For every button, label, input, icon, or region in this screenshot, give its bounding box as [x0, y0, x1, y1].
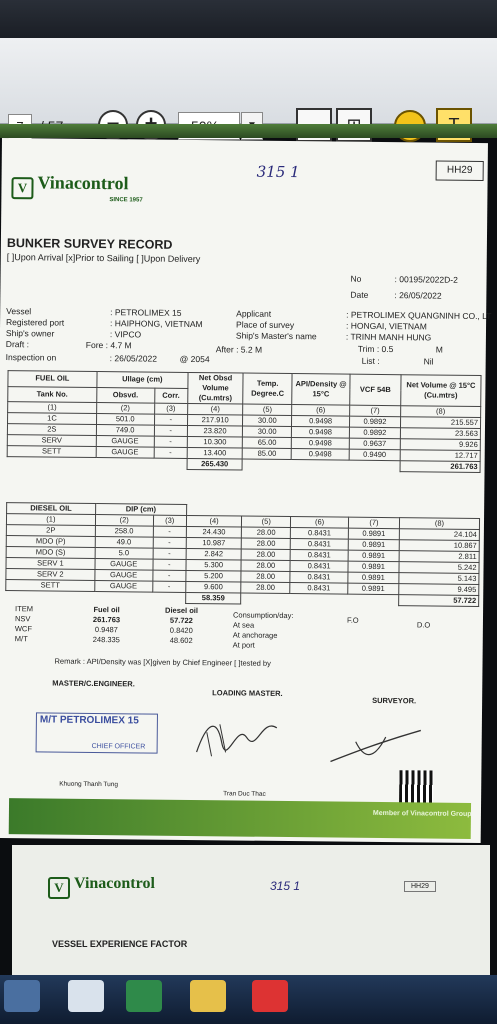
- name-left: Khuong Thanh Tung: [59, 780, 119, 789]
- table-cell: -: [152, 581, 185, 592]
- table-cell: 28.00: [242, 527, 291, 539]
- table-cell: MDO (S): [6, 547, 95, 559]
- table-cell: 10.867: [399, 540, 479, 552]
- table-cell: -: [153, 559, 186, 570]
- table-cell: 0.8431: [290, 583, 348, 595]
- table-cell: -: [154, 414, 187, 425]
- table-cell: 65.00: [243, 437, 292, 449]
- stamp-sub: CHIEF OFFICER: [91, 742, 146, 751]
- table-cell: -: [153, 548, 186, 559]
- table-cell: 24.430: [186, 526, 242, 538]
- surveyor-signature: [325, 721, 426, 772]
- document-title: BUNKER SURVEY RECORD: [6, 236, 173, 252]
- table-cell: 2.811: [399, 551, 479, 563]
- col-num: (2): [96, 403, 154, 415]
- fuel-subheader-tank: Tank No.: [8, 386, 97, 402]
- table-cell: SERV 1: [6, 558, 95, 570]
- table-cell: 0.9892: [349, 416, 400, 428]
- col-num: (6): [291, 517, 349, 529]
- table-cell: -: [154, 425, 187, 436]
- table-cell: 85.00: [243, 448, 292, 460]
- table-cell: 5.200: [186, 570, 242, 582]
- document-subtitle: [ ]Upon Arrival [x]Prior to Sailing [ ]Upon Delivery: [6, 252, 201, 265]
- table-cell: 23.820: [187, 425, 243, 437]
- trim-value: Trim : 0.5: [357, 343, 394, 355]
- document-page: [0, 138, 492, 843]
- remark-text: Remark : API/Density was [X]given by Chief Engineer [ ]tested by: [54, 656, 271, 668]
- table-cell: 24.104: [399, 529, 479, 541]
- summary-fuel: [93, 605, 121, 645]
- fuel-header-netobsd: Net Obsd Volume (Cu.mtrs): [188, 372, 244, 404]
- col-num: (4): [187, 403, 243, 415]
- table-cell: 0.9891: [348, 561, 399, 573]
- at-port-label: At port: [232, 640, 255, 650]
- table-cell: 0.9891: [348, 583, 399, 595]
- name-mid: Tran Duc Thac: [223, 790, 266, 798]
- table-cell: 215.557: [400, 417, 480, 429]
- list-label: List :: [361, 355, 380, 366]
- next-page-code: HH29: [404, 881, 436, 892]
- fuel-header-vcf: VCF 54B: [350, 374, 401, 406]
- place-of-survey-value: : HONGAI, VIETNAM: [346, 320, 427, 332]
- col-num: (3): [153, 515, 186, 526]
- nsv-label: NSV: [14, 614, 31, 624]
- col-num: (5): [242, 516, 291, 528]
- fuel-header: Fuel oil: [93, 604, 120, 615]
- applicant-value: : PETROLIMEX QUANGNINH CO., LT: [346, 309, 492, 322]
- vinacontrol-logo: [11, 172, 128, 200]
- form-code: HH29: [436, 161, 484, 182]
- summary-item-labels: [15, 604, 33, 644]
- table-cell: 49.0: [95, 536, 153, 548]
- do-label: D.O: [416, 620, 431, 630]
- table-cell: 28.00: [242, 538, 291, 550]
- fuel-header-ullage: Ullage (cm): [97, 372, 188, 388]
- at-anchorage-label: At anchorage: [232, 630, 278, 640]
- next-page-handwritten: 315 1: [270, 879, 301, 893]
- fuel-oil-table: [7, 370, 482, 473]
- col-num: (6): [292, 405, 350, 417]
- table-cell: GAUGE: [95, 569, 153, 581]
- fo-label: F.O: [346, 615, 359, 625]
- table-cell: -: [153, 537, 186, 548]
- qr-code-icon: [399, 770, 433, 804]
- table-cell: 9.495: [399, 584, 479, 596]
- diesel-mt: 48.602: [169, 635, 193, 646]
- vessel-label: Vessel: [6, 306, 32, 317]
- diesel-nsv: 57.722: [169, 615, 193, 626]
- fuel-subheader-obsvd: Obsvd.: [97, 387, 155, 403]
- diesel-header-dip: DIP (cm): [95, 503, 186, 515]
- table-cell: -: [153, 526, 186, 537]
- table-cell: 0.9891: [348, 528, 399, 540]
- table-cell: 5.242: [399, 562, 479, 574]
- ships-owner-value: : VIPCO: [109, 329, 142, 340]
- col-num: (7): [350, 405, 401, 417]
- diesel-wcf: 0.8420: [169, 625, 193, 636]
- no-value: : 00195/2022D-2: [394, 274, 458, 285]
- window-titlebar: [0, 0, 497, 38]
- ships-owner-label: Ship's owner: [5, 328, 55, 339]
- table-cell: 13.400: [187, 447, 243, 459]
- table-cell: 0.9498: [292, 427, 350, 439]
- col-num: (8): [401, 406, 481, 418]
- logo-text: Vinacontrol: [37, 172, 129, 194]
- table-cell: MDO (P): [6, 536, 95, 548]
- fuel-wcf: 0.9487: [94, 625, 118, 635]
- table-cell: 0.9498: [291, 438, 349, 450]
- loading-master-label: LOADING MASTER.: [212, 688, 283, 698]
- fuel-header-temp: Temp. Degree.C: [243, 373, 292, 405]
- col-num: (8): [399, 518, 479, 530]
- registered-port-label: Registered port: [6, 317, 65, 328]
- taskbar-app-icon[interactable]: [4, 980, 40, 1012]
- footer-band: [9, 798, 471, 839]
- table-cell: 0.9498: [292, 416, 350, 428]
- date-label: Date: [350, 289, 369, 300]
- inspection-time-value: @ 2054: [179, 353, 210, 365]
- table-cell: 10.300: [187, 436, 243, 448]
- surveyor-label: SURVEYOR.: [372, 695, 417, 706]
- table-cell: 0.8431: [291, 528, 349, 540]
- table-cell: 30.00: [243, 415, 292, 427]
- table-cell: 28.00: [241, 582, 290, 594]
- fuel-total-net: 261.763: [400, 461, 480, 473]
- table-cell: -: [154, 447, 187, 458]
- place-of-survey-label: Place of survey: [236, 319, 295, 331]
- table-cell: 0.9891: [348, 550, 399, 562]
- handwritten-note: 315 1: [256, 162, 300, 182]
- vessel-value: : PETROLIMEX 15: [110, 307, 182, 318]
- table-cell: 0.9498: [291, 449, 349, 461]
- table-cell: 9.600: [186, 581, 242, 593]
- mt-label: M/T: [14, 634, 28, 644]
- diesel-oil-table: [5, 502, 480, 607]
- master-name-label: Ship's Master's name: [235, 330, 317, 342]
- inspection-label: Inspection on: [5, 352, 57, 363]
- item-label: ITEM: [15, 604, 34, 614]
- list-value: Nil: [423, 356, 434, 367]
- table-cell: 10.987: [186, 537, 242, 549]
- table-cell: 2.842: [186, 548, 242, 560]
- table-cell: 0.9891: [348, 572, 399, 584]
- consumption-label: Consumption/day:: [232, 610, 294, 621]
- col-num: (7): [348, 517, 399, 529]
- fuel-total-obsd: 265.430: [187, 458, 243, 470]
- table-cell: -: [154, 436, 187, 447]
- table-cell: 5.0: [95, 547, 153, 559]
- wcf-label: WCF: [14, 624, 32, 634]
- col-num: (4): [186, 515, 242, 527]
- next-page: [12, 845, 490, 975]
- table-cell: 0.8431: [290, 572, 348, 584]
- table-cell: 0.8431: [290, 539, 348, 551]
- draft-fore-value: Fore : 4.7 M: [85, 339, 132, 351]
- diesel-total-obsd: 58.359: [185, 592, 241, 604]
- table-cell: 0.8431: [290, 550, 348, 562]
- next-page-logo: [48, 875, 155, 899]
- table-cell: 0.9892: [349, 427, 400, 439]
- table-cell: 0.9891: [348, 539, 399, 551]
- table-cell: GAUGE: [95, 580, 153, 592]
- table-cell: 5.143: [399, 573, 479, 585]
- col-num: (1): [8, 402, 97, 414]
- fuel-nsv: 261.763: [92, 614, 121, 625]
- table-cell: 9.926: [400, 439, 480, 451]
- vinacontrol-emblem-icon: V: [11, 177, 33, 199]
- diesel-header-type: DIESEL OIL: [7, 503, 96, 515]
- fuel-header-netvol: Net Volume @ 15°C (Cu.mtrs): [401, 375, 481, 407]
- no-label: No: [350, 273, 362, 284]
- diesel-total-net: 57.722: [399, 595, 479, 607]
- table-cell: GAUGE: [96, 447, 154, 459]
- table-cell: SETT: [7, 446, 96, 458]
- toolbar-divider: [0, 124, 497, 138]
- table-cell: SERV 2: [6, 569, 95, 581]
- table-cell: 12.717: [400, 450, 480, 462]
- date-value: : 26/05/2022: [394, 290, 442, 301]
- at-sea-label: At sea: [232, 620, 255, 630]
- table-cell: 30.00: [243, 426, 292, 438]
- applicant-label: Applicant: [236, 308, 272, 319]
- master-name-value: : TRINH MANH HUNG: [345, 331, 432, 343]
- pdf-toolbar: [0, 38, 497, 124]
- table-cell: 0.8431: [290, 561, 348, 573]
- table-cell: -: [152, 570, 185, 581]
- taskbar-chrome-icon[interactable]: [68, 980, 104, 1012]
- table-cell: SETT: [6, 580, 95, 592]
- vinacontrol-emblem-icon: V: [48, 877, 70, 899]
- logo-since: SINCE 1957: [109, 197, 143, 204]
- table-cell: 5.300: [186, 559, 242, 571]
- table-cell: SERV: [7, 435, 96, 447]
- fuel-mt: 248.335: [92, 634, 120, 645]
- table-cell: 1C: [8, 413, 97, 425]
- table-cell: 749.0: [96, 425, 154, 437]
- summary-diesel: [165, 606, 198, 646]
- stamp-title: M/T PETROLIMEX 15: [39, 714, 139, 727]
- table-cell: 258.0: [95, 525, 153, 537]
- col-num: (3): [154, 403, 187, 414]
- col-num: (1): [6, 514, 95, 526]
- master-engineer-label: MASTER/C.ENGINEER.: [52, 678, 135, 689]
- fuel-header-api: API/Density @ 15°C: [292, 374, 350, 406]
- taskbar-pdf-icon[interactable]: [252, 980, 288, 1012]
- fuel-subheader-corr: Corr.: [154, 388, 187, 404]
- table-cell: GAUGE: [95, 558, 153, 570]
- col-num: (2): [95, 514, 153, 526]
- table-cell: 501.0: [96, 414, 154, 426]
- table-cell: 0.9490: [349, 449, 400, 461]
- fuel-header-type: FUEL OIL: [8, 371, 97, 387]
- taskbar-excel-icon[interactable]: [126, 980, 162, 1012]
- draft-after-value: After : 5.2 M: [215, 344, 263, 355]
- registered-port-value: : HAIPHONG, VIETNAM: [110, 318, 203, 330]
- member-text: Member of Vinacontrol Group: [372, 809, 472, 818]
- next-page-logo-text: Vinacontrol: [74, 875, 155, 892]
- table-cell: 2P: [6, 525, 95, 537]
- trim-unit: M: [435, 344, 443, 355]
- diesel-header: Diesel oil: [165, 605, 199, 616]
- table-cell: 28.00: [241, 571, 290, 583]
- table-cell: 23.563: [400, 428, 480, 440]
- next-page-heading: VESSEL EXPERIENCE FACTOR: [52, 939, 188, 949]
- consumption-block: [233, 610, 294, 651]
- table-cell: 28.00: [241, 549, 290, 561]
- col-num: (5): [243, 404, 292, 416]
- table-cell: GAUGE: [96, 436, 154, 448]
- inspection-date-value: : 26/05/2022: [109, 353, 158, 364]
- table-cell: 217.910: [187, 414, 243, 426]
- table-cell: 0.9637: [349, 438, 400, 450]
- table-cell: 2S: [7, 424, 96, 436]
- loading-master-signature: [191, 712, 281, 761]
- table-cell: 28.00: [241, 560, 290, 572]
- taskbar-folder-icon[interactable]: [190, 980, 226, 1012]
- draft-label: Draft :: [5, 339, 30, 350]
